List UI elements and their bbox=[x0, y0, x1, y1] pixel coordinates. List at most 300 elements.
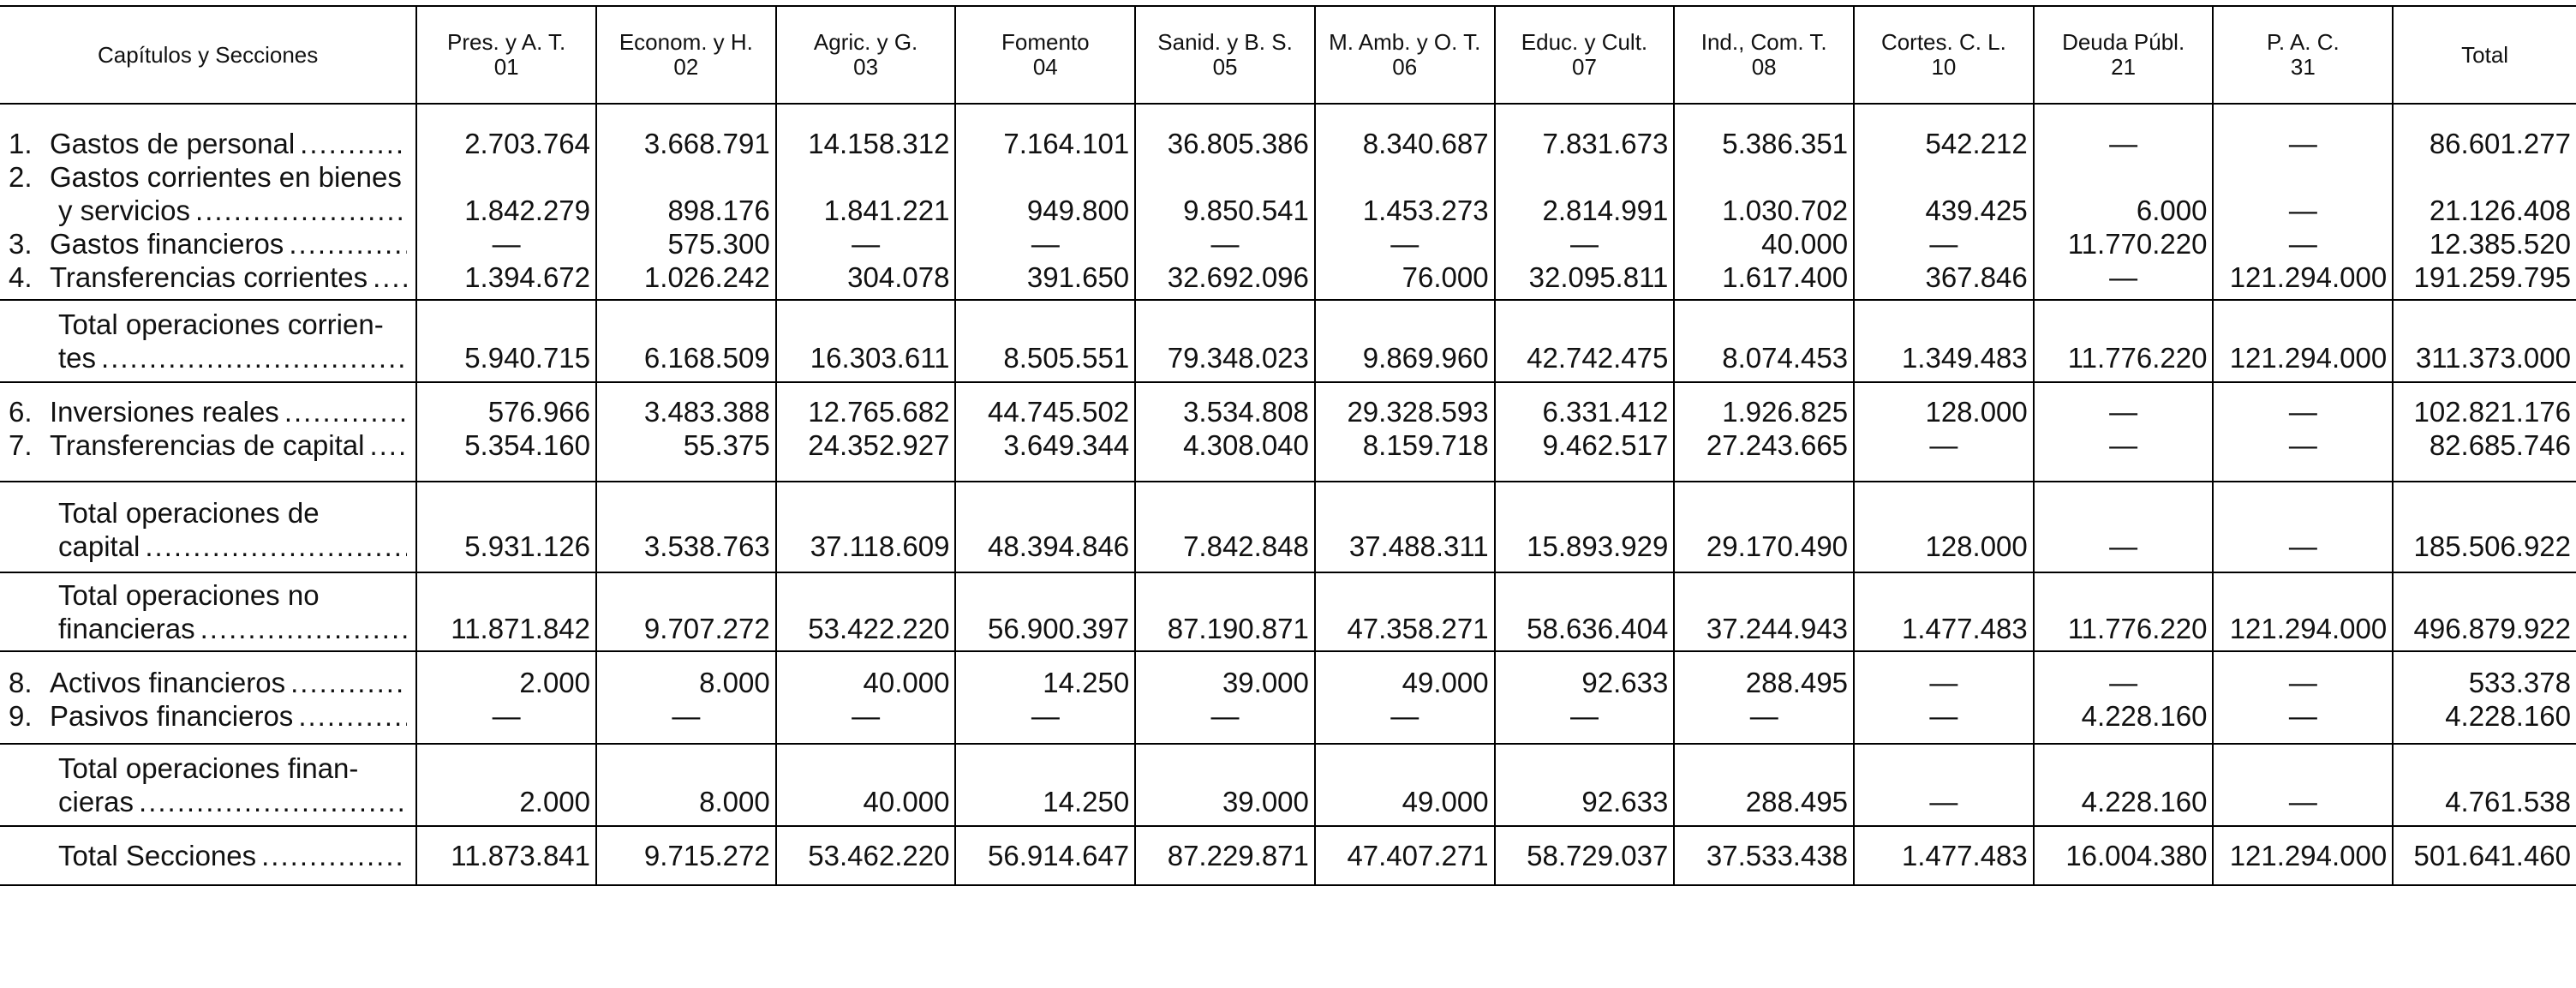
row-label: y servicios bbox=[58, 195, 191, 226]
value-cell bbox=[2034, 300, 2214, 382]
value-cell bbox=[2213, 300, 2393, 382]
blank-line bbox=[782, 751, 950, 785]
numeric-value: 439.425 bbox=[1925, 195, 2028, 226]
numeric-value: 1.842.279 bbox=[464, 195, 591, 226]
value-cell bbox=[955, 482, 1135, 572]
column-header bbox=[1495, 6, 1675, 104]
numeric-value: 36.805.386 bbox=[1167, 128, 1309, 159]
blank-line bbox=[2399, 160, 2571, 194]
numeric-value: 121.294.000 bbox=[2229, 342, 2388, 374]
numeric-value: 121.294.000 bbox=[2229, 261, 2388, 293]
row-label-line bbox=[9, 612, 407, 645]
value-cell bbox=[955, 572, 1135, 651]
row-label-line bbox=[9, 496, 407, 530]
blank-line bbox=[1860, 160, 2028, 194]
leader-dots bbox=[261, 839, 407, 872]
value-cell bbox=[416, 300, 596, 382]
total-cell bbox=[2393, 744, 2576, 826]
row-label: tes bbox=[58, 342, 97, 374]
column-header bbox=[1674, 6, 1854, 104]
blank-line bbox=[602, 578, 770, 612]
value-cell bbox=[1854, 482, 2034, 572]
numeric-value: 9.715.272 bbox=[643, 840, 770, 871]
dash-value: — bbox=[2288, 700, 2317, 732]
column-name: Educ. y Cult. bbox=[1521, 29, 1648, 55]
row-label: Transferencias corrientes bbox=[50, 261, 368, 293]
dash-value: — bbox=[2288, 396, 2317, 428]
value-cell bbox=[776, 572, 956, 651]
blank-line bbox=[2219, 308, 2387, 341]
column-code: 02 bbox=[673, 54, 699, 80]
numeric-value: 1.841.221 bbox=[823, 195, 950, 226]
blank-line bbox=[1680, 751, 1848, 785]
value-cell bbox=[1674, 300, 1854, 382]
row-label-line bbox=[9, 260, 407, 294]
column-code: 03 bbox=[853, 54, 879, 80]
dash-value: — bbox=[1031, 700, 1060, 732]
dash-value: — bbox=[1569, 228, 1599, 260]
row-label: Transferencias de capital bbox=[50, 429, 365, 461]
numeric-value: 11.776.220 bbox=[2067, 613, 2208, 644]
row-label: Total Secciones bbox=[58, 840, 257, 871]
value-cell bbox=[2034, 482, 2214, 572]
value-cell bbox=[1135, 826, 1315, 885]
value-cell bbox=[416, 482, 596, 572]
dash-value: — bbox=[1929, 429, 1958, 461]
table-row-group bbox=[0, 651, 2576, 744]
item-number: 3. bbox=[9, 228, 33, 260]
value-cell bbox=[1854, 382, 2034, 482]
value-cell bbox=[416, 651, 596, 744]
numeric-value: 5.940.715 bbox=[464, 342, 591, 374]
value-cell bbox=[1674, 744, 1854, 826]
row-label: Total operaciones de bbox=[58, 497, 320, 529]
blank-line bbox=[1141, 160, 1309, 194]
numeric-value: 53.462.220 bbox=[808, 840, 950, 871]
numeric-value: 29.328.593 bbox=[1347, 396, 1489, 428]
item-number: 7. bbox=[9, 429, 33, 461]
numeric-value: 4.308.040 bbox=[1183, 429, 1309, 461]
column-name: Cortes. C. L. bbox=[1880, 29, 2006, 55]
column-name: P. A. C. bbox=[2266, 29, 2340, 55]
dash-value: — bbox=[492, 228, 521, 260]
dash-value: — bbox=[2288, 429, 2317, 461]
numeric-value: 82.685.746 bbox=[2429, 429, 2571, 461]
row-label: Gastos corrientes en bienes bbox=[50, 161, 402, 193]
numeric-value: 1.026.242 bbox=[643, 261, 770, 293]
value-cell bbox=[416, 572, 596, 651]
column-name: Ind., Com. T. bbox=[1700, 29, 1827, 55]
row-label: Pasivos financieros bbox=[50, 700, 294, 732]
blank-line bbox=[2040, 751, 2208, 785]
row-label-line bbox=[9, 666, 407, 699]
column-header bbox=[1854, 6, 2034, 104]
value-cell bbox=[2213, 482, 2393, 572]
row-label-line bbox=[9, 127, 407, 160]
value-cell bbox=[955, 826, 1135, 885]
value-cell bbox=[1495, 482, 1675, 572]
blank-line bbox=[1860, 308, 2028, 341]
header-label: Capítulos y Secciones bbox=[0, 6, 416, 104]
value-cell bbox=[1495, 104, 1675, 300]
value-cell bbox=[1854, 744, 2034, 826]
row-label-line bbox=[9, 194, 407, 227]
total-cell bbox=[2393, 826, 2576, 885]
value-cell bbox=[1315, 382, 1495, 482]
column-name: M. Amb. y O. T. bbox=[1329, 29, 1481, 55]
numeric-value: 11.871.842 bbox=[451, 613, 591, 644]
numeric-value: 3.534.808 bbox=[1183, 396, 1309, 428]
dash-value: — bbox=[2109, 429, 2138, 461]
numeric-value: 3.538.763 bbox=[643, 530, 770, 562]
row-label-line bbox=[9, 160, 407, 194]
numeric-value: 40.000 bbox=[863, 786, 950, 817]
numeric-value: 128.000 bbox=[1925, 530, 2028, 562]
numeric-value: 7.831.673 bbox=[1542, 128, 1669, 159]
column-header-total: Total bbox=[2393, 6, 2576, 104]
value-cell bbox=[2034, 104, 2214, 300]
total-cell bbox=[2393, 104, 2576, 300]
row-label: financieras bbox=[58, 613, 195, 644]
row-label-cell bbox=[0, 651, 416, 744]
value-cell bbox=[776, 104, 956, 300]
row-label: Total operaciones corrien- bbox=[58, 308, 384, 340]
numeric-value: 121.294.000 bbox=[2229, 840, 2388, 871]
blank-line bbox=[1321, 751, 1489, 785]
row-label: Gastos de personal bbox=[50, 128, 296, 159]
row-label: Total operaciones no bbox=[58, 579, 320, 611]
numeric-value: 542.212 bbox=[1925, 128, 2028, 159]
column-code: 21 bbox=[2111, 54, 2137, 80]
value-cell bbox=[955, 651, 1135, 744]
row-label-line bbox=[9, 751, 407, 785]
value-cell bbox=[2034, 382, 2214, 482]
numeric-value: 49.000 bbox=[1402, 786, 1489, 817]
numeric-value: 58.636.404 bbox=[1527, 613, 1669, 644]
numeric-value: 8.000 bbox=[699, 667, 770, 698]
numeric-value: 37.488.311 bbox=[1348, 530, 1489, 562]
column-header bbox=[955, 6, 1135, 104]
numeric-value: 1.477.483 bbox=[1901, 840, 2028, 871]
total-cell bbox=[2393, 382, 2576, 482]
value-cell bbox=[1135, 382, 1315, 482]
numeric-value: 56.900.397 bbox=[988, 613, 1130, 644]
numeric-value: 8.074.453 bbox=[1722, 342, 1849, 374]
blank-line bbox=[961, 160, 1129, 194]
numeric-value: 14.250 bbox=[1043, 786, 1130, 817]
row-label: capital bbox=[58, 530, 140, 562]
leader-dots bbox=[373, 260, 407, 294]
numeric-value: 1.349.483 bbox=[1901, 342, 2028, 374]
dash-value: — bbox=[2288, 128, 2317, 159]
value-cell bbox=[1495, 572, 1675, 651]
leader-dots bbox=[298, 699, 407, 733]
numeric-value: 53.422.220 bbox=[808, 613, 950, 644]
numeric-value: 44.745.502 bbox=[988, 396, 1130, 428]
value-cell bbox=[776, 300, 956, 382]
blank-line bbox=[602, 308, 770, 341]
value-cell bbox=[1854, 572, 2034, 651]
blank-line bbox=[422, 160, 590, 194]
blank-line bbox=[961, 578, 1129, 612]
dash-value: — bbox=[1390, 228, 1419, 260]
blank-line bbox=[602, 160, 770, 194]
numeric-value: 29.170.490 bbox=[1706, 530, 1849, 562]
value-cell bbox=[596, 572, 776, 651]
column-header bbox=[596, 6, 776, 104]
leader-dots bbox=[139, 785, 407, 818]
value-cell bbox=[1135, 651, 1315, 744]
value-cell bbox=[1495, 826, 1675, 885]
blank-line bbox=[1501, 578, 1669, 612]
value-cell bbox=[1315, 572, 1495, 651]
numeric-value: 949.800 bbox=[1026, 195, 1130, 226]
numeric-value: 4.761.538 bbox=[2445, 786, 2571, 817]
leader-dots bbox=[289, 227, 407, 260]
numeric-value: 24.352.927 bbox=[808, 429, 950, 461]
blank-line bbox=[2399, 496, 2571, 530]
value-cell bbox=[2034, 826, 2214, 885]
blank-line bbox=[2399, 578, 2571, 612]
blank-line bbox=[961, 496, 1129, 530]
blank-line bbox=[782, 160, 950, 194]
dash-value: — bbox=[1929, 228, 1958, 260]
item-number: 1. bbox=[9, 128, 33, 159]
table-row-group bbox=[0, 300, 2576, 382]
dash-value: — bbox=[2288, 786, 2317, 817]
numeric-value: 5.354.160 bbox=[464, 429, 591, 461]
numeric-value: 92.633 bbox=[1581, 667, 1669, 698]
dash-value: — bbox=[2288, 530, 2317, 562]
value-cell bbox=[596, 826, 776, 885]
blank-line bbox=[2040, 578, 2208, 612]
blank-line bbox=[602, 496, 770, 530]
numeric-value: 48.394.846 bbox=[988, 530, 1130, 562]
column-code: 07 bbox=[1572, 54, 1597, 80]
value-cell bbox=[955, 744, 1135, 826]
numeric-value: 391.650 bbox=[1026, 261, 1130, 293]
total-cell bbox=[2393, 572, 2576, 651]
numeric-value: 5.931.126 bbox=[464, 530, 591, 562]
numeric-value: 86.601.277 bbox=[2429, 128, 2571, 159]
table-row-group bbox=[0, 104, 2576, 300]
value-cell bbox=[955, 382, 1135, 482]
column-code: 05 bbox=[1212, 54, 1238, 80]
row-label: Total operaciones finan- bbox=[58, 752, 359, 784]
blank-line bbox=[2040, 308, 2208, 341]
numeric-value: 3.649.344 bbox=[1003, 429, 1130, 461]
numeric-value: 311.373.000 bbox=[2415, 342, 2571, 374]
numeric-value: 16.004.380 bbox=[2065, 840, 2208, 871]
numeric-value: 9.462.517 bbox=[1542, 429, 1669, 461]
numeric-value: 2.703.764 bbox=[464, 128, 591, 159]
numeric-value: 9.850.541 bbox=[1183, 195, 1309, 226]
value-cell bbox=[1854, 651, 2034, 744]
value-cell bbox=[596, 382, 776, 482]
blank-line bbox=[961, 308, 1129, 341]
numeric-value: 7.842.848 bbox=[1183, 530, 1309, 562]
value-cell bbox=[596, 104, 776, 300]
blank-line bbox=[2040, 496, 2208, 530]
numeric-value: 128.000 bbox=[1925, 396, 2028, 428]
blank-line bbox=[1860, 751, 2028, 785]
numeric-value: 102.821.176 bbox=[2413, 396, 2571, 428]
numeric-value: 12.385.520 bbox=[2429, 228, 2571, 260]
value-cell bbox=[1495, 744, 1675, 826]
numeric-value: 8.000 bbox=[699, 786, 770, 817]
blank-line bbox=[782, 496, 950, 530]
numeric-value: 49.000 bbox=[1402, 667, 1489, 698]
blank-line bbox=[1141, 751, 1309, 785]
value-cell bbox=[1674, 572, 1854, 651]
numeric-value: 11.776.220 bbox=[2067, 342, 2208, 374]
value-cell bbox=[1674, 104, 1854, 300]
numeric-value: 16.303.611 bbox=[810, 342, 950, 374]
numeric-value: 2.000 bbox=[519, 786, 591, 817]
numeric-value: 8.340.687 bbox=[1362, 128, 1489, 159]
blank-line bbox=[1321, 578, 1489, 612]
value-cell bbox=[1674, 651, 1854, 744]
column-header bbox=[416, 6, 596, 104]
value-cell bbox=[776, 651, 956, 744]
row-label-line bbox=[9, 530, 407, 563]
header-row bbox=[0, 6, 2576, 104]
item-number: 8. bbox=[9, 667, 33, 698]
row-label-line bbox=[9, 227, 407, 260]
value-cell bbox=[1315, 300, 1495, 382]
value-cell bbox=[1674, 482, 1854, 572]
blank-line bbox=[1321, 496, 1489, 530]
value-cell bbox=[776, 744, 956, 826]
blank-line bbox=[2219, 751, 2387, 785]
numeric-value: 32.095.811 bbox=[1528, 261, 1669, 293]
value-cell bbox=[2213, 104, 2393, 300]
dash-value: — bbox=[1210, 700, 1240, 732]
numeric-value: 55.375 bbox=[683, 429, 770, 461]
numeric-value: 15.893.929 bbox=[1527, 530, 1669, 562]
numeric-value: 76.000 bbox=[1402, 261, 1489, 293]
value-cell bbox=[1315, 744, 1495, 826]
value-cell bbox=[1315, 826, 1495, 885]
numeric-value: 191.259.795 bbox=[2413, 261, 2571, 293]
numeric-value: 501.641.460 bbox=[2413, 840, 2571, 871]
numeric-value: 6.000 bbox=[2136, 195, 2208, 226]
numeric-value: 9.869.960 bbox=[1362, 342, 1489, 374]
table-row-group bbox=[0, 482, 2576, 572]
leader-dots bbox=[290, 666, 407, 699]
blank-line bbox=[422, 578, 590, 612]
dash-value: — bbox=[2288, 195, 2317, 226]
numeric-value: 2.814.991 bbox=[1542, 195, 1669, 226]
dash-value: — bbox=[2288, 228, 2317, 260]
dash-value: — bbox=[2109, 396, 2138, 428]
leader-dots bbox=[195, 194, 407, 227]
value-cell bbox=[1135, 744, 1315, 826]
row-label-cell bbox=[0, 382, 416, 482]
blank-line bbox=[1501, 308, 1669, 341]
numeric-value: 6.168.509 bbox=[643, 342, 770, 374]
numeric-value: 2.000 bbox=[519, 667, 591, 698]
dash-value: — bbox=[2288, 667, 2317, 698]
row-label-cell bbox=[0, 744, 416, 826]
blank-line bbox=[1141, 308, 1309, 341]
row-label-cell bbox=[0, 482, 416, 572]
value-cell bbox=[776, 382, 956, 482]
table-row-group bbox=[0, 826, 2576, 885]
value-cell bbox=[2213, 651, 2393, 744]
numeric-value: 27.243.665 bbox=[1706, 429, 1849, 461]
numeric-value: 9.707.272 bbox=[643, 613, 770, 644]
dash-value: — bbox=[672, 700, 701, 732]
numeric-value: 8.159.718 bbox=[1362, 429, 1489, 461]
blank-line bbox=[1501, 751, 1669, 785]
row-label-line bbox=[9, 428, 407, 462]
dash-value: — bbox=[1569, 700, 1599, 732]
value-cell bbox=[2034, 744, 2214, 826]
blank-line bbox=[2399, 308, 2571, 341]
item-number: 2. bbox=[9, 161, 33, 193]
numeric-value: 40.000 bbox=[863, 667, 950, 698]
column-header bbox=[1135, 6, 1315, 104]
column-header bbox=[2213, 6, 2393, 104]
value-cell bbox=[416, 104, 596, 300]
row-label-line bbox=[9, 578, 407, 612]
row-label-line bbox=[9, 699, 407, 733]
blank-line bbox=[2219, 496, 2387, 530]
numeric-value: 37.118.609 bbox=[810, 530, 950, 562]
value-cell bbox=[955, 300, 1135, 382]
value-cell bbox=[2213, 572, 2393, 651]
numeric-value: 121.294.000 bbox=[2229, 613, 2388, 644]
numeric-value: 1.394.672 bbox=[464, 261, 591, 293]
value-cell bbox=[1854, 826, 2034, 885]
value-cell bbox=[416, 382, 596, 482]
blank-line bbox=[1141, 496, 1309, 530]
blank-line bbox=[1860, 578, 2028, 612]
numeric-value: 47.407.271 bbox=[1347, 840, 1489, 871]
blank-line bbox=[2219, 578, 2387, 612]
value-cell bbox=[2034, 651, 2214, 744]
blank-line bbox=[1680, 308, 1848, 341]
blank-line bbox=[422, 308, 590, 341]
column-name: Deuda Públ. bbox=[2062, 29, 2185, 55]
numeric-value: 56.914.647 bbox=[988, 840, 1130, 871]
value-cell bbox=[776, 482, 956, 572]
value-cell bbox=[416, 826, 596, 885]
numeric-value: 87.229.871 bbox=[1167, 840, 1309, 871]
column-name: Sanid. y B. S. bbox=[1157, 29, 1293, 55]
row-label: cieras bbox=[58, 786, 134, 817]
row-label: Inversiones reales bbox=[50, 396, 279, 428]
numeric-value: 11.770.220 bbox=[2067, 228, 2208, 260]
leader-dots bbox=[300, 127, 407, 160]
dash-value: — bbox=[2109, 128, 2138, 159]
dash-value: — bbox=[2109, 667, 2138, 698]
dash-value: — bbox=[2109, 261, 2138, 293]
blank-line bbox=[1860, 496, 2028, 530]
row-label-cell bbox=[0, 104, 416, 300]
leader-dots bbox=[145, 530, 407, 563]
value-cell bbox=[416, 744, 596, 826]
numeric-value: 185.506.922 bbox=[2413, 530, 2571, 562]
table-row-group bbox=[0, 382, 2576, 482]
numeric-value: 1.477.483 bbox=[1901, 613, 2028, 644]
numeric-value: 39.000 bbox=[1222, 667, 1309, 698]
value-cell bbox=[1854, 104, 2034, 300]
numeric-value: 4.228.160 bbox=[2445, 700, 2571, 732]
value-cell bbox=[1854, 300, 2034, 382]
value-cell bbox=[2034, 572, 2214, 651]
